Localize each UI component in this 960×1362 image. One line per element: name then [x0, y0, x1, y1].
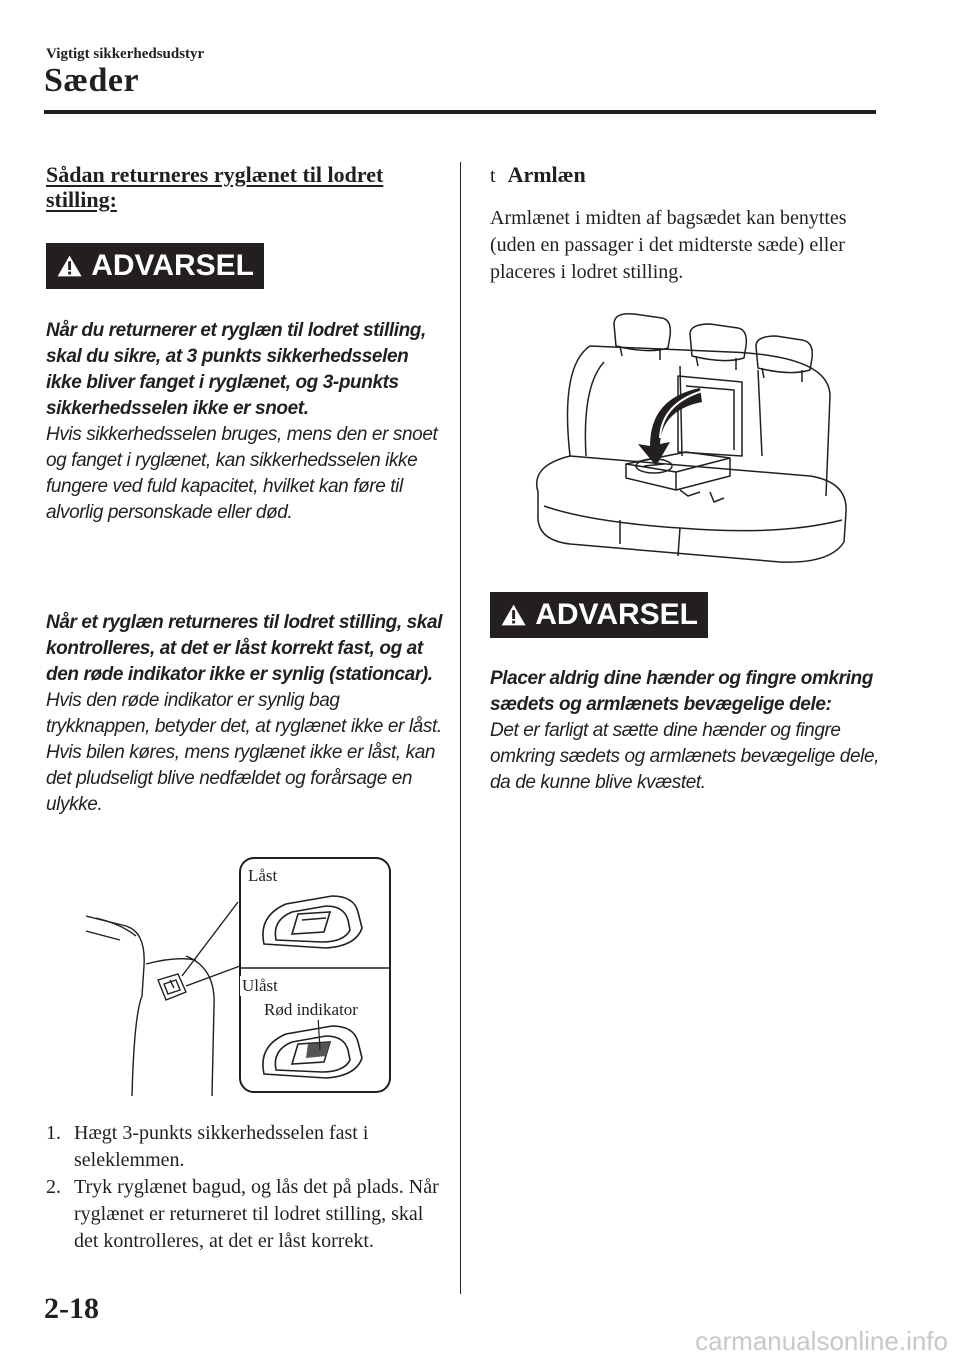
- warning-detail: Det er farligt at sætte dine hænder og fingre omkring sædets og armlænets bevægelige dele, da de kunne blive kvæstet.: [490, 720, 879, 793]
- armrest-body: Armlænet i midten af bagsædet kan benyttes (uden en passager i det midterste sæde) eller placeres i lodret stilling.: [490, 207, 847, 283]
- warning-text-block-1: [46, 318, 442, 526]
- warning-label: ADVARSEL: [91, 249, 254, 282]
- warning-detail: Hvis den røde indikator er synlig bag trykknappen, betyder det, at ryglænet ikke er låst. Hvis bilen køres, mens ryglænet ikke er låst, kan det pludseligt blive nedfældet og forårsage en ulykke.: [46, 690, 442, 815]
- warning-text-block-3: [490, 666, 890, 796]
- armrest-title: Armlæn: [507, 162, 586, 187]
- label-red-indicator: Rød indikator: [264, 1000, 358, 1019]
- watermark: carmanualsonline.info: [695, 1326, 948, 1356]
- list-item: [46, 1174, 446, 1255]
- step-text: Tryk ryglænet bagud, og lås det på plads. Når ryglænet er returneret til lodret stilling, skal det kontrolleres, at det er låst korrekt.: [74, 1176, 439, 1252]
- section-label: Vigtigt sikkerhedsudstyr: [46, 46, 205, 62]
- warning-emphasis: Når du returnerer et ryglæn til lodret stilling, skal du sikre, at 3 punkts sikkerhedsselen ikke bliver fanget i ryglænet, og 3-punkts sikkerhedsselen ikke er snoet.: [46, 320, 426, 419]
- step-number: 1.: [46, 1122, 61, 1144]
- section-marker: t: [490, 165, 496, 187]
- page-number: 2-18: [44, 1292, 99, 1325]
- warning-emphasis: Når et ryglæn returneres til lodret stilling, skal kontrolleres, at det er låst korrekt fast, og at den røde indikator ikke er synlig (stationcar).: [46, 612, 443, 685]
- label-unlocked: Ulåst: [242, 976, 278, 995]
- armrest-heading: [490, 162, 586, 188]
- page-title: Sæder: [44, 62, 140, 99]
- label-locked: Låst: [248, 866, 278, 885]
- warning-text-block-2: [46, 610, 442, 818]
- warning-triangle-icon: [500, 600, 527, 630]
- warning-label: ADVARSEL: [535, 598, 698, 631]
- warning-badge: [490, 592, 708, 638]
- list-item: [46, 1120, 446, 1174]
- backrest-lock-figure: [86, 856, 392, 1096]
- warning-badge: [46, 243, 264, 289]
- backrest-lock-illustration: [86, 856, 392, 1096]
- column-divider: [460, 162, 461, 1294]
- warning-triangle-icon: [56, 251, 83, 281]
- step-text: Hægt 3-punkts sikkerhedsselen fast i seleklemmen.: [74, 1122, 369, 1171]
- warning-detail: Hvis sikkerhedsselen bruges, mens den er snoet og fanget i ryglænet, kan sikkerhedsselen ikke fungere ved fuld kapacitet, hvilket kan føre til alvorlig personskade eller død.: [46, 424, 438, 523]
- steps-list: [46, 1120, 446, 1255]
- rear-seat-armrest-illustration: [530, 306, 850, 570]
- warning-emphasis: Placer aldrig dine hænder og fingre omkring sædets og armlænets bevægelige dele:: [490, 668, 873, 715]
- armrest-figure: [530, 306, 850, 570]
- step-number: 2.: [46, 1176, 61, 1198]
- title-rule: [44, 110, 876, 114]
- subheading-return-backrest: Sådan returneres ryglænet til lodret stilling:: [46, 162, 384, 212]
